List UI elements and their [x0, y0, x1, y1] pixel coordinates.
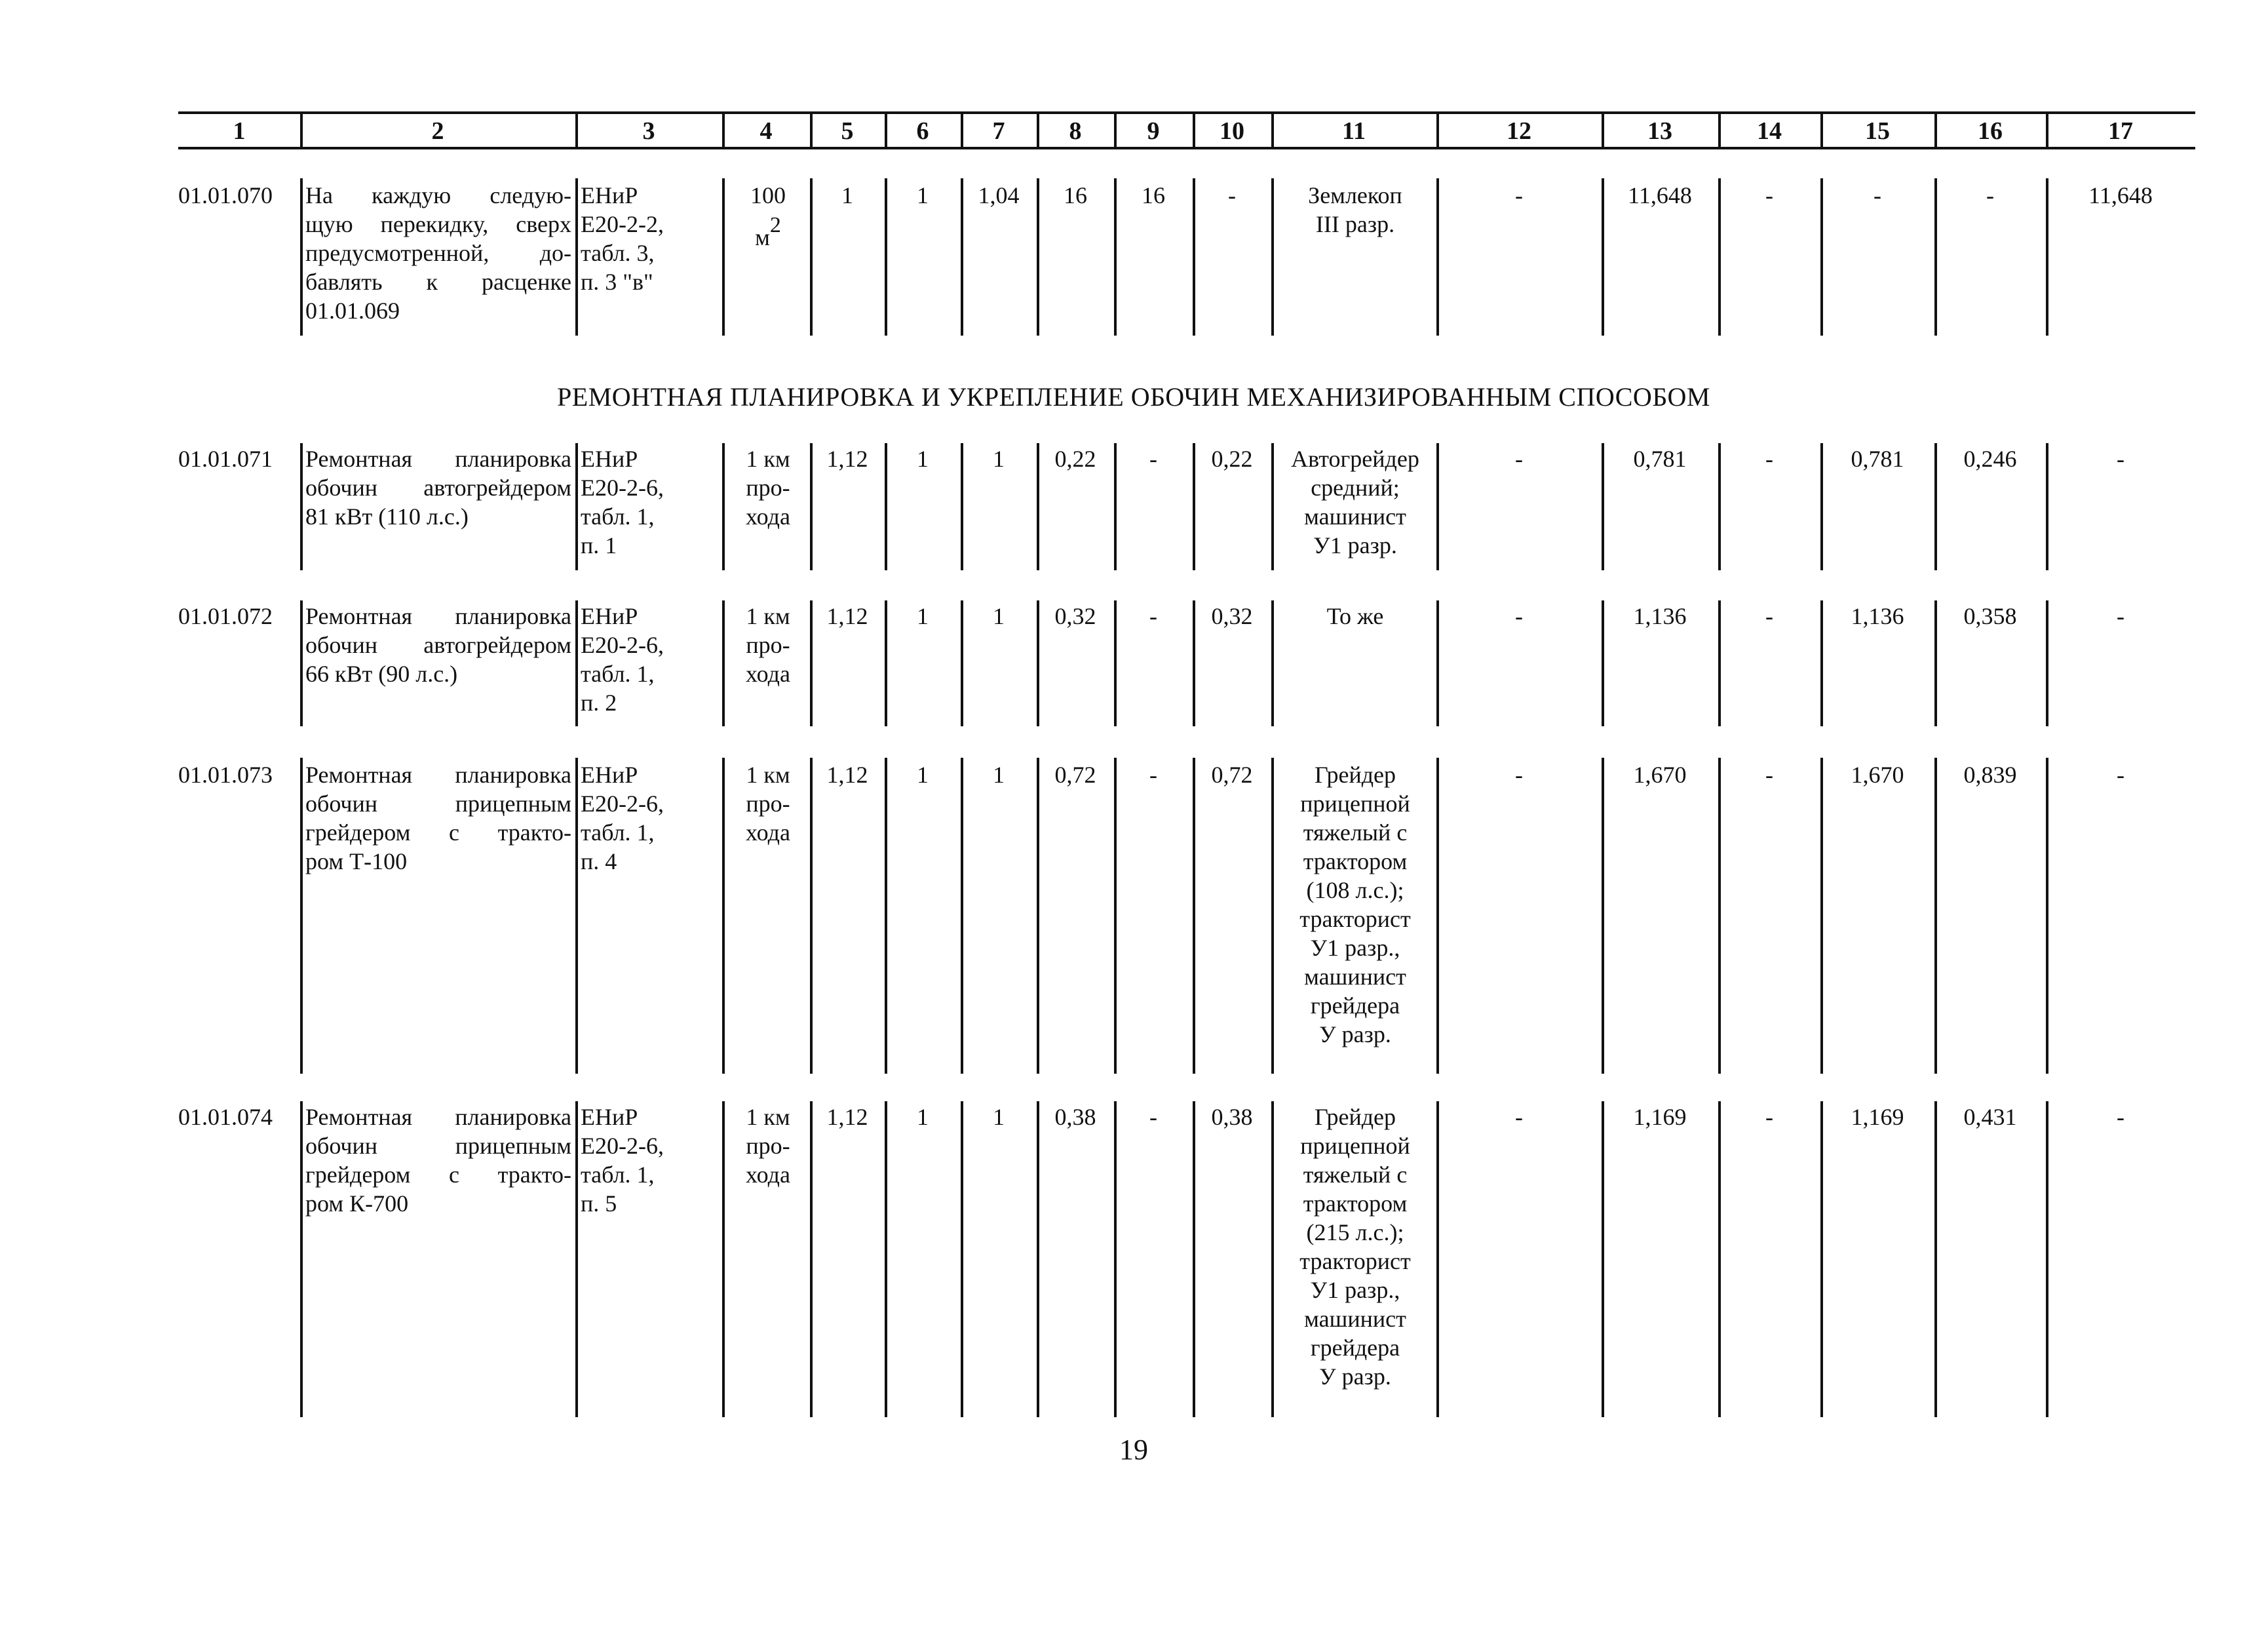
rate-code: 01.01.074: [178, 1104, 273, 1130]
value-column-5: 1,12: [826, 762, 868, 788]
header-top-rule: [178, 111, 2195, 114]
value-column-5: 1,12: [826, 446, 868, 472]
column-divider: [1934, 1101, 1937, 1417]
column-divider: [1602, 758, 1604, 1074]
measurement-unit-line: 1 км: [746, 762, 790, 788]
work-description-line: 81 кВт (110 л.с.): [305, 503, 469, 530]
measurement-unit-line: м2: [755, 213, 781, 250]
norm-reference-line: Е20-2-6,: [581, 632, 664, 658]
machinery-worker-line: То же: [1326, 603, 1384, 629]
value-column-10: 0,38: [1211, 1104, 1253, 1130]
header-column-number: 3: [642, 117, 655, 145]
header-column-number: 6: [916, 117, 929, 145]
norm-reference-line: Е20-2-6,: [581, 475, 664, 501]
column-divider: [1114, 758, 1117, 1074]
measurement-unit-line: 1 км: [746, 446, 790, 472]
machinery-worker-line: трактором: [1303, 848, 1408, 874]
value-column-7: 1: [993, 1104, 1005, 1130]
column-divider: [810, 758, 813, 1074]
header-column-number: 17: [2108, 117, 2133, 145]
column-divider: [1718, 758, 1721, 1074]
value-column-13: 0,781: [1633, 446, 1687, 472]
value-column-6: 1: [917, 762, 929, 788]
column-divider: [885, 758, 887, 1074]
rate-code: 01.01.071: [178, 446, 273, 472]
value-column-14: -: [1765, 1104, 1773, 1130]
value-column-7: 1: [993, 603, 1005, 629]
header-column-number: 13: [1647, 117, 1672, 145]
value-column-13: 1,670: [1633, 762, 1687, 788]
column-divider: [1820, 758, 1823, 1074]
column-divider: [575, 1101, 578, 1417]
machinery-worker-line: Автогрейдер: [1291, 446, 1419, 472]
value-column-15: 1,670: [1851, 762, 1904, 788]
value-column-13: 11,648: [1628, 182, 1692, 208]
value-column-16: 0,358: [1963, 603, 2017, 629]
work-description-line: Ремонтная планировка: [305, 762, 571, 788]
header-column-number: 16: [1978, 117, 2003, 145]
machinery-worker-line: машинист: [1304, 503, 1406, 530]
work-description-line: грейдером с тракто-: [305, 819, 571, 846]
machinery-worker-line: грейдера: [1310, 992, 1400, 1019]
header-column-number: 12: [1507, 117, 1531, 145]
work-description-line: обочин прицепным: [305, 1133, 571, 1159]
value-column-10: 0,22: [1211, 446, 1253, 472]
value-column-14: -: [1765, 762, 1773, 788]
header-column-number: 1: [233, 117, 246, 145]
header-column-number: 14: [1757, 117, 1782, 145]
machinery-worker-line: тяжелый с: [1303, 819, 1408, 846]
value-column-17: -: [2117, 446, 2124, 472]
measurement-unit-line: 100: [750, 182, 786, 208]
value-column-10: -: [1228, 182, 1236, 208]
norm-reference-line: Е20-2-6,: [581, 1133, 664, 1159]
machinery-worker-line: грейдера: [1310, 1335, 1400, 1361]
column-divider: [722, 178, 725, 336]
header-bottom-rule: [178, 147, 2195, 149]
value-column-9: -: [1149, 446, 1157, 472]
header-column-number: 11: [1342, 117, 1366, 145]
column-divider: [1193, 758, 1195, 1074]
column-divider: [722, 600, 725, 726]
work-description-line: Ремонтная планировка: [305, 1104, 571, 1130]
norm-reference-line: п. 5: [581, 1190, 617, 1217]
measurement-unit-line: про-: [746, 1133, 790, 1159]
value-column-14: -: [1765, 446, 1773, 472]
column-divider: [1602, 1101, 1604, 1417]
value-column-16: -: [1986, 182, 1994, 208]
value-column-17: -: [2117, 1104, 2124, 1130]
norm-reference-line: ЕНиР: [581, 182, 638, 208]
machinery-worker-line: У1 разр.: [1313, 532, 1397, 558]
norm-reference-line: табл. 1,: [581, 1162, 655, 1188]
value-column-7: 1: [993, 762, 1005, 788]
column-divider: [1114, 1101, 1117, 1417]
value-column-17: 11,648: [2088, 182, 2153, 208]
machinery-worker-line: У разр.: [1319, 1021, 1391, 1047]
column-divider: [722, 443, 725, 570]
column-divider: [1193, 1101, 1195, 1417]
value-column-17: -: [2117, 762, 2124, 788]
norm-reference-line: Е20-2-2,: [581, 211, 664, 237]
work-description-line: На каждую следую-: [305, 182, 571, 208]
value-column-9: 16: [1142, 182, 1165, 208]
machinery-worker-line: Грейдер: [1314, 762, 1396, 788]
value-column-9: -: [1149, 603, 1157, 629]
value-column-15: 1,136: [1851, 603, 1904, 629]
section-title: РЕМОНТНАЯ ПЛАНИРОВКА И УКРЕПЛЕНИЕ ОБОЧИН МЕХАНИЗИРОВАННЫМ СПОСОБОМ: [557, 382, 1710, 412]
norm-reference-line: ЕНиР: [581, 1104, 638, 1130]
work-description-line: бавлять к расценке: [305, 269, 571, 295]
header-column-number: 9: [1147, 117, 1160, 145]
value-column-8: 0,32: [1054, 603, 1096, 629]
column-divider: [575, 443, 578, 570]
work-description-line: предусмотренной, до-: [305, 240, 571, 266]
machinery-worker-line: машинист: [1304, 964, 1406, 990]
machinery-worker-line: прицепной: [1300, 791, 1410, 817]
value-column-12: -: [1515, 603, 1523, 629]
norm-reference-line: ЕНиР: [581, 762, 638, 788]
value-column-16: 0,431: [1963, 1104, 2017, 1130]
work-description-line: ром К-700: [305, 1190, 409, 1217]
work-description-line: Ремонтная планировка: [305, 603, 571, 629]
value-column-6: 1: [917, 603, 929, 629]
machinery-worker-line: тракторист: [1299, 1248, 1411, 1274]
value-column-14: -: [1765, 603, 1773, 629]
value-column-5: 1,12: [826, 603, 868, 629]
column-divider: [575, 178, 578, 336]
machinery-worker-line: трактором: [1303, 1190, 1408, 1217]
work-description-line: обочин автогрейдером: [305, 475, 571, 501]
work-description-line: ром Т-100: [305, 848, 408, 874]
value-column-13: 1,136: [1633, 603, 1687, 629]
value-column-9: -: [1149, 762, 1157, 788]
measurement-unit-line: 1 км: [746, 1104, 790, 1130]
machinery-worker-line: III разр.: [1315, 211, 1395, 237]
value-column-8: 0,38: [1054, 1104, 1096, 1130]
value-column-7: 1,04: [978, 182, 1020, 208]
column-divider: [1436, 758, 1439, 1074]
column-divider: [1820, 1101, 1823, 1417]
work-description-line: 01.01.069: [305, 298, 400, 324]
norm-reference-line: п. 4: [581, 848, 617, 874]
value-column-13: 1,169: [1633, 1104, 1687, 1130]
value-column-16: 0,246: [1963, 446, 2017, 472]
norm-reference-line: п. 2: [581, 690, 617, 716]
work-description-line: обочин автогрейдером: [305, 632, 571, 658]
value-column-6: 1: [917, 182, 929, 208]
value-column-12: -: [1515, 446, 1523, 472]
machinery-worker-line: (215 л.с.);: [1306, 1219, 1404, 1245]
column-divider: [961, 1101, 963, 1417]
value-column-14: -: [1765, 182, 1773, 208]
header-column-number: 5: [841, 117, 854, 145]
value-column-8: 0,22: [1054, 446, 1096, 472]
unit-superscript: 2: [769, 213, 781, 237]
rate-code: 01.01.070: [178, 182, 273, 208]
norm-reference-line: табл. 3,: [581, 240, 655, 266]
header-column-number: 2: [431, 117, 444, 145]
value-column-15: 0,781: [1851, 446, 1904, 472]
column-divider: [2046, 1101, 2048, 1417]
column-divider: [575, 600, 578, 726]
value-column-16: 0,839: [1963, 762, 2017, 788]
machinery-worker-line: (108 л.с.);: [1306, 877, 1404, 903]
page-number: 19: [1119, 1434, 1148, 1466]
value-column-5: 1,12: [826, 1104, 868, 1130]
norm-reference-line: табл. 1,: [581, 661, 655, 687]
value-column-9: -: [1149, 1104, 1157, 1130]
machinery-worker-line: тяжелый с: [1303, 1162, 1408, 1188]
machinery-worker-line: Землекоп: [1308, 182, 1402, 208]
measurement-unit-line: хода: [746, 503, 790, 530]
measurement-unit-line: про-: [746, 632, 790, 658]
norm-reference-line: табл. 1,: [581, 819, 655, 846]
column-divider: [575, 758, 578, 1074]
header-column-number: 7: [992, 117, 1005, 145]
value-column-12: -: [1515, 762, 1523, 788]
value-column-8: 16: [1064, 182, 1087, 208]
norm-reference-line: п. 1: [581, 532, 617, 558]
value-column-10: 0,72: [1211, 762, 1253, 788]
header-column-number: 8: [1069, 117, 1082, 145]
value-column-15: -: [1874, 182, 1881, 208]
column-divider: [961, 758, 963, 1074]
machinery-worker-line: У1 разр.,: [1310, 935, 1400, 961]
value-column-10: 0,32: [1211, 603, 1253, 629]
rate-code: 01.01.073: [178, 762, 273, 788]
norm-reference-line: табл. 1,: [581, 503, 655, 530]
machinery-worker-line: средний;: [1311, 475, 1400, 501]
measurement-unit-line: хода: [746, 1162, 790, 1188]
norm-reference-line: ЕНиР: [581, 446, 638, 472]
column-divider: [722, 1101, 725, 1417]
machinery-worker-line: тракторист: [1299, 906, 1411, 932]
norm-reference-line: Е20-2-6,: [581, 791, 664, 817]
column-divider: [1436, 1101, 1439, 1417]
machinery-worker-line: Грейдер: [1314, 1104, 1396, 1130]
work-description-line: щую перекидку, сверх: [305, 211, 571, 237]
column-divider: [722, 758, 725, 1074]
column-divider: [1934, 758, 1937, 1074]
column-divider: [885, 1101, 887, 1417]
value-column-6: 1: [917, 446, 929, 472]
machinery-worker-line: У1 разр.,: [1310, 1277, 1400, 1303]
measurement-unit-line: про-: [746, 475, 790, 501]
work-description-line: Ремонтная планировка: [305, 446, 571, 472]
work-description-line: грейдером с тракто-: [305, 1162, 571, 1188]
header-column-number: 15: [1865, 117, 1890, 145]
work-description-line: 66 кВт (90 л.с.): [305, 661, 458, 687]
column-divider: [810, 1101, 813, 1417]
measurement-unit-line: хода: [746, 661, 790, 687]
value-column-15: 1,169: [1851, 1104, 1904, 1130]
column-divider: [300, 1101, 303, 1417]
measurement-unit-line: про-: [746, 791, 790, 817]
column-divider: [1037, 758, 1039, 1074]
column-divider: [1718, 1101, 1721, 1417]
measurement-unit-line: 1 км: [746, 603, 790, 629]
column-divider: [1037, 1101, 1039, 1417]
work-description-line: обочин прицепным: [305, 791, 571, 817]
value-column-7: 1: [993, 446, 1005, 472]
machinery-worker-line: машинист: [1304, 1306, 1406, 1332]
value-column-6: 1: [917, 1104, 929, 1130]
value-column-5: 1: [841, 182, 853, 208]
machinery-worker-line: прицепной: [1300, 1133, 1410, 1159]
value-column-8: 0,72: [1054, 762, 1096, 788]
rate-code: 01.01.072: [178, 603, 273, 629]
value-column-17: -: [2117, 603, 2124, 629]
column-divider: [300, 758, 303, 1074]
value-column-12: -: [1515, 182, 1523, 208]
header-column-number: 4: [759, 117, 773, 145]
machinery-worker-line: У разр.: [1319, 1363, 1391, 1390]
value-column-12: -: [1515, 1104, 1523, 1130]
header-column-number: 10: [1220, 117, 1244, 145]
norm-reference-line: п. 3 "в": [581, 269, 653, 295]
norm-reference-line: ЕНиР: [581, 603, 638, 629]
column-divider: [2046, 758, 2048, 1074]
measurement-unit-line: хода: [746, 819, 790, 846]
